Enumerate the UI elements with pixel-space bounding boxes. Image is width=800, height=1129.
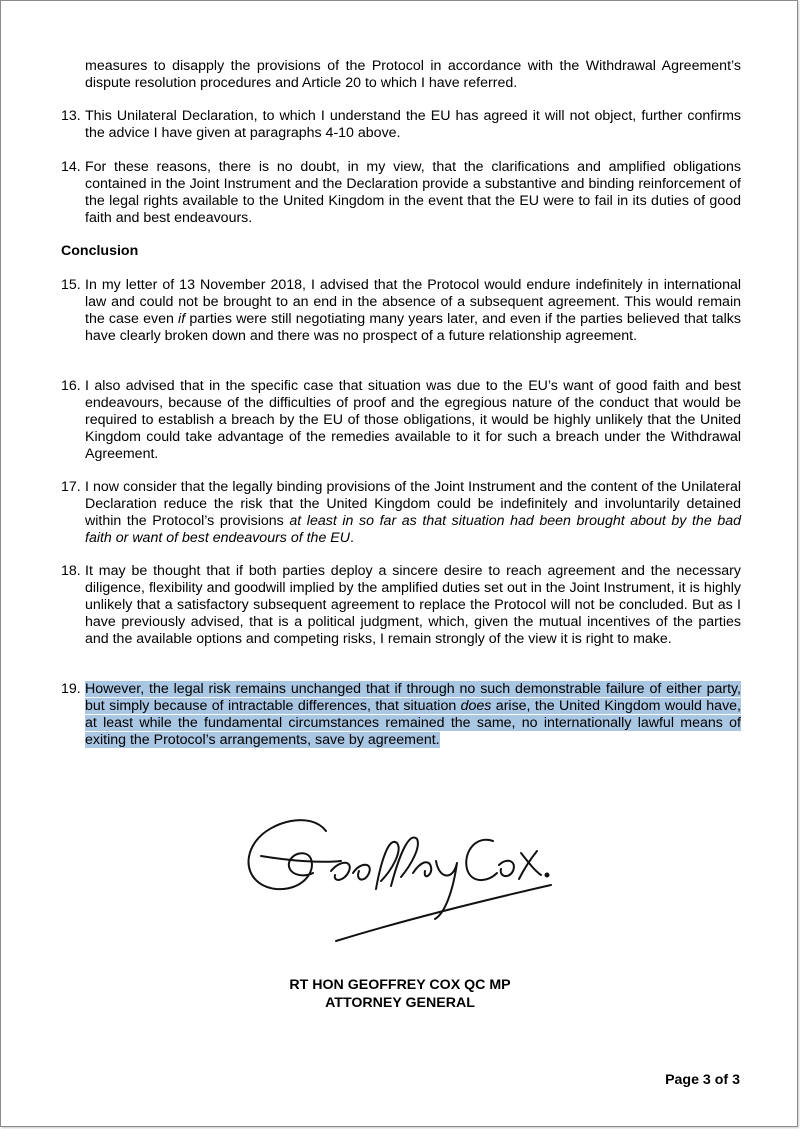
paragraph-number: 14. — [61, 159, 81, 175]
signatory-title: ATTORNEY GENERAL — [325, 995, 475, 1011]
paragraph-text: It may be thought that if both parties deploy a sincere desire to reach agreement and the necessary diligence, flexibility and goodwill implied by the amplified duties set out in the Joint Instrument, it is highly unlikely that a satisfactory subsequent agreement to replace the Protocol will not be concluded. But as I have previously advised, that is a political judgment, which, given the mutual incentives of the parties and the available options and competing risks, I remain strongly of the view it is right to make. — [85, 563, 741, 647]
paragraph-number: 18. — [61, 563, 81, 579]
paragraph-14 — [61, 159, 741, 227]
paragraph-16 — [61, 378, 741, 463]
paragraph-number: 16. — [61, 378, 81, 394]
paragraph-number: 17. — [61, 479, 81, 495]
paragraph-17 — [61, 479, 741, 547]
paragraph-number: 19. — [61, 681, 81, 697]
paragraph-number: 15. — [61, 277, 81, 293]
paragraph-text: This Unilateral Declaration, to which I understand the EU has agreed it will not object, further confirms the advice I have given at paragraphs 4-10 above. — [85, 108, 741, 141]
paragraph-15 — [61, 277, 741, 345]
paragraph-text-selected[interactable]: However, the legal risk remains unchanged that if through no such demonstrable failure of either party, but simply because of intractable differences, that situation does arise, the United Kingdom would have, at least while the fundamental circumstances remained the same, no internationally lawful means of exiting the Protocol’s arrangements, save by agreement. — [85, 681, 741, 748]
conclusion-heading: Conclusion — [61, 243, 139, 259]
page-number: Page 3 of 3 — [665, 1072, 740, 1088]
paragraph-13 — [61, 108, 741, 142]
handwritten-signature — [231, 801, 571, 961]
paragraph-text: In my letter of 13 November 2018, I advised that the Protocol would endure indefinitely in international law and could not be brought to an end in the absence of a subsequent agreement. This would remain the case even if parties were still negotiating many years later, and even if the parties believed that talks have clearly broken down and there was no prospect of a future relationship agreement. — [85, 277, 741, 344]
paragraph-text: For these reasons, there is no doubt, in my view, that the clarifications and amplified obligations contained in the Joint Instrument and the Declaration provide a substantive and binding reinforcement of the legal rights available to the United Kingdom in the event that the EU were to fail in its duties of good faith and best endeavours. — [85, 159, 741, 226]
paragraph-12-continuation: measures to disapply the provisions of the Protocol in accordance with the Withdrawal Agreement’s dispute resolution procedures and Article 20 to which I have referred. — [85, 58, 741, 91]
paragraph-number: 13. — [61, 108, 81, 124]
paragraph-text: I now consider that the legally binding provisions of the Joint Instrument and the content of the Unilateral Declaration reduce the risk that the United Kingdom could be indefinitely and involuntarily detained within the Protocol’s provisions at least in so far as that situation had been brought about by the bad faith or want of best endeavours of the EU. — [85, 479, 741, 546]
paragraph-19 — [61, 681, 741, 749]
selected-text[interactable]: However, the legal risk remains unchanged that if through no such demonstrable failure of either party, but simply because of intractable differences, that situation — [85, 681, 741, 714]
paragraph-18 — [61, 563, 741, 648]
signatory-name: RT HON GEOFFREY COX QC MP — [289, 977, 511, 993]
paragraph-text: I also advised that in the specific case that situation was due to the EU’s want of good faith and best endeavours, because of the difficulties of proof and the egregious nature of the conduct that would be required to establish a breach by the EU of those obligations, it would be highly unlikely that the United Kingdom could take advantage of the remedies available to it for such a breach under the Withdrawal Agreement. — [85, 378, 741, 462]
